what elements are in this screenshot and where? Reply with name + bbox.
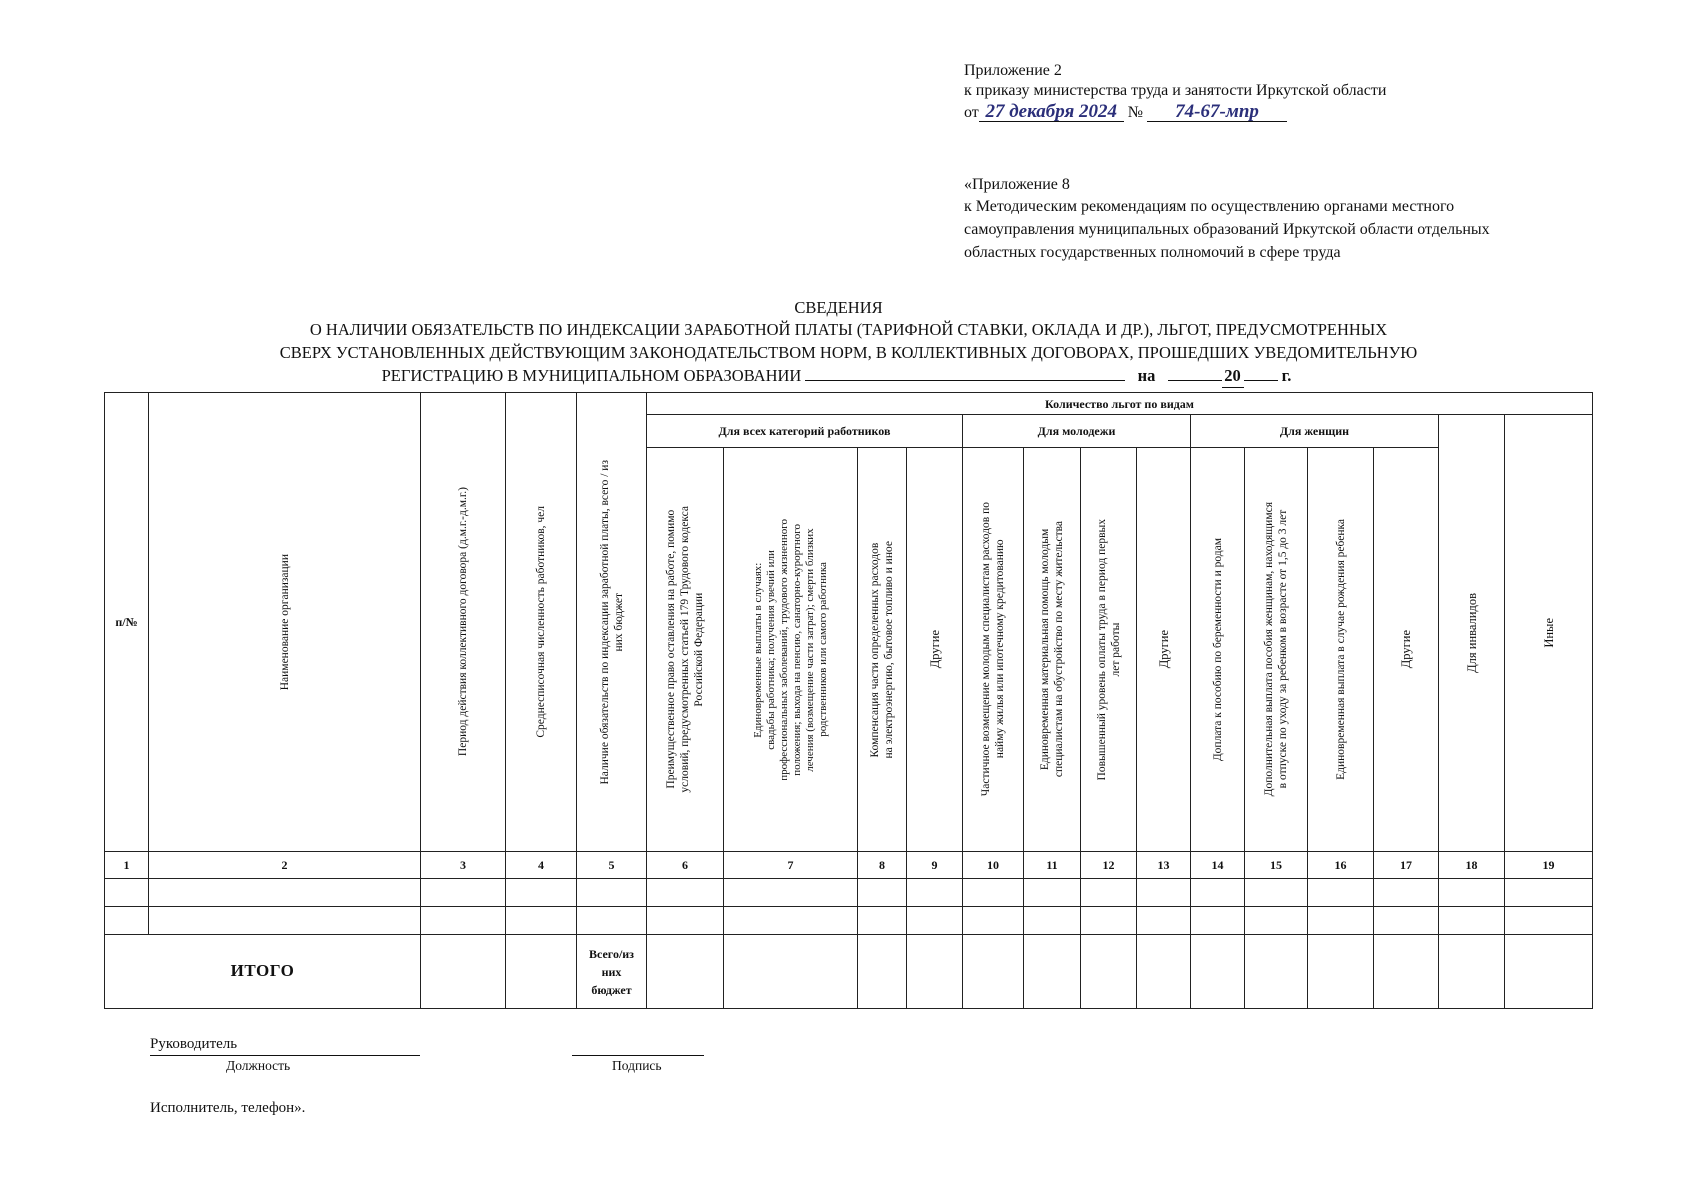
empty-cell[interactable]	[1137, 935, 1191, 1009]
col-header-9: Другие	[907, 448, 963, 852]
municipality-blank	[805, 365, 1125, 381]
col-header-7: Единовременные выплаты в случаях: свадьбы работника; получения увечий или профессиональных заболеваний, трудового жизненного положения; выхода на пенсию, санаторно-курортного лечения (возмещение части затрат); смерти близких родственников или самого работника	[724, 448, 858, 852]
empty-cell[interactable]	[907, 907, 963, 935]
empty-cell[interactable]	[1308, 879, 1374, 907]
year-prefix: 20	[1222, 364, 1244, 388]
empty-cell[interactable]	[421, 907, 506, 935]
col-number: 18	[1439, 852, 1505, 879]
col-number: 6	[647, 852, 724, 879]
col-number: 2	[149, 852, 421, 879]
col-number: 10	[963, 852, 1024, 879]
header-line-1: Приложение 2	[964, 62, 1062, 79]
empty-cell[interactable]	[724, 935, 858, 1009]
empty-cell[interactable]	[1245, 935, 1308, 1009]
empty-cell[interactable]	[577, 879, 647, 907]
from-prefix: от	[964, 104, 979, 121]
handwritten-date: 27 декабря 2024	[979, 103, 1124, 122]
empty-cell[interactable]	[858, 907, 907, 935]
doc-title-line-4	[0, 364, 1685, 388]
appendix-line-2: к Методическим рекомендациям по осуществлению органами местного	[964, 198, 1455, 215]
col-header-8: Компенсация части определенных расходов на электроэнергию, бытовое топливо и иное	[858, 448, 907, 852]
col-header-11: Единовременная материальная помощь молодым специалистам на обустройство по месту жительства	[1024, 448, 1081, 852]
appendix-line-1: «Приложение 8	[964, 176, 1070, 193]
col-header-3: Период действия коллективного договора (д.м.г.-д.м.г.)	[421, 393, 506, 852]
col-number: 16	[1308, 852, 1374, 879]
group-header-benefits: Количество льгот по видам	[647, 393, 1593, 415]
empty-cell[interactable]	[1439, 879, 1505, 907]
empty-cell[interactable]	[577, 907, 647, 935]
column-numbers-row	[105, 852, 1593, 879]
col-number: 7	[724, 852, 858, 879]
signature-line	[572, 1055, 704, 1056]
group-header-women: Для женщин	[1191, 415, 1439, 448]
doc-title-line-3: СВЕРХ УСТАНОВЛЕННЫХ ДЕЙСТВУЮЩИМ ЗАКОНОДАТЕЛЬСТВОМ НОРМ, В КОЛЛЕКТИВНЫХ ДОГОВОРАХ, ПРОШЕДШИХ УВЕДОМИТЕЛЬНУЮ	[279, 343, 1418, 362]
day-blank	[1168, 365, 1222, 381]
empty-cell[interactable]	[1245, 907, 1308, 935]
empty-cell[interactable]	[858, 935, 907, 1009]
col-number: 3	[421, 852, 506, 879]
year-suffix: г.	[1281, 366, 1292, 385]
executor-label: Исполнитель, телефон».	[150, 1100, 306, 1116]
col-header-13: Другие	[1137, 448, 1191, 852]
empty-cell[interactable]	[963, 879, 1024, 907]
col-number: 13	[1137, 852, 1191, 879]
title-line-4-prefix: РЕГИСТРАЦИЮ В МУНИЦИПАЛЬНОМ ОБРАЗОВАНИИ	[381, 366, 802, 385]
col-number: 12	[1081, 852, 1137, 879]
empty-cell[interactable]	[647, 935, 724, 1009]
col-header-1: п/№	[105, 393, 149, 852]
empty-cell[interactable]	[1081, 935, 1137, 1009]
col-header-14: Доплата к пособию по беременности и родам	[1191, 448, 1245, 852]
empty-cell[interactable]	[421, 879, 506, 907]
empty-cell[interactable]	[149, 907, 421, 935]
empty-cell[interactable]	[907, 879, 963, 907]
col-header-5: Наличие обязательств по индексации заработной платы, всего / из них бюджет	[577, 393, 647, 852]
empty-cell[interactable]	[149, 879, 421, 907]
table-row	[105, 879, 1593, 907]
position-caption: Должность	[226, 1058, 291, 1073]
col-number: 11	[1024, 852, 1081, 879]
col-header-15: Дополнительная выплата пособия женщинам, находящимся в отпуске по уходу за ребенком в возрасте от 1,5 до 3 лет	[1245, 448, 1308, 852]
empty-cell[interactable]	[506, 935, 577, 1009]
empty-cell[interactable]	[858, 879, 907, 907]
empty-cell[interactable]	[1439, 907, 1505, 935]
benefits-table	[104, 392, 1593, 1009]
signature-caption: Подпись	[612, 1058, 662, 1073]
col-header-6: Преимущественное право оставления на работе, помимо условий, предусмотренных статьей 179 Трудового кодекса Российской Федерации	[647, 448, 724, 852]
empty-cell[interactable]	[1191, 907, 1245, 935]
group-header-youth: Для молодежи	[963, 415, 1191, 448]
total-sub-label: Всего/из них бюджет	[577, 935, 647, 1009]
empty-cell[interactable]	[1137, 879, 1191, 907]
col-number: 1	[105, 852, 149, 879]
empty-cell[interactable]	[1308, 935, 1374, 1009]
appendix-line-4: областных государственных полномочий в сфере труда	[964, 244, 1341, 261]
position-line	[150, 1055, 420, 1056]
total-label: ИТОГО	[105, 935, 421, 1009]
table-row	[105, 907, 1593, 935]
empty-cell[interactable]	[1439, 935, 1505, 1009]
empty-cell[interactable]	[1374, 935, 1439, 1009]
col-header-17: Другие	[1374, 448, 1439, 852]
col-number: 8	[858, 852, 907, 879]
col-header-19: Иные	[1505, 415, 1593, 852]
empty-cell[interactable]	[963, 935, 1024, 1009]
col-number: 19	[1505, 852, 1593, 879]
empty-cell[interactable]	[105, 907, 149, 935]
total-row	[105, 935, 1593, 1009]
doc-title: СВЕДЕНИЯ	[794, 298, 883, 317]
col-number: 4	[506, 852, 577, 879]
empty-cell[interactable]	[963, 907, 1024, 935]
year-blank	[1244, 365, 1278, 381]
empty-cell[interactable]	[506, 907, 577, 935]
header-line-2: к приказу министерства труда и занятости Иркутской области	[964, 82, 1387, 99]
title-na: на	[1137, 366, 1156, 385]
doc-title-line-2: О НАЛИЧИИ ОБЯЗАТЕЛЬСТВ ПО ИНДЕКСАЦИИ ЗАРАБОТНОЙ ПЛАТЫ (ТАРИФНОЙ СТАВКИ, ОКЛАДА И ДР.), ЛЬГОТ, ПРЕДУСМОТРЕННЫХ	[309, 320, 1388, 339]
empty-cell[interactable]	[647, 879, 724, 907]
empty-cell[interactable]	[1191, 879, 1245, 907]
empty-cell[interactable]	[1024, 935, 1081, 1009]
empty-cell[interactable]	[724, 879, 858, 907]
empty-cell[interactable]	[105, 879, 149, 907]
empty-cell[interactable]	[1374, 907, 1439, 935]
col-number: 5	[577, 852, 647, 879]
handwritten-number: 74-67-мпр	[1147, 103, 1287, 122]
appendix-line-3: самоуправления муниципальных образований Иркутской области отдельных	[964, 221, 1490, 238]
group-header-all-workers: Для всех категорий работников	[647, 415, 963, 448]
empty-cell[interactable]	[1081, 879, 1137, 907]
empty-cell[interactable]	[1505, 907, 1593, 935]
col-header-2: Наименование организации	[149, 393, 421, 852]
head-label: Руководитель	[150, 1036, 238, 1052]
col-number: 15	[1245, 852, 1308, 879]
empty-cell[interactable]	[1245, 879, 1308, 907]
order-reference	[964, 102, 1287, 124]
empty-cell[interactable]	[1137, 907, 1191, 935]
col-number: 9	[907, 852, 963, 879]
empty-cell[interactable]	[1505, 935, 1593, 1009]
empty-cell[interactable]	[1081, 907, 1137, 935]
empty-cell[interactable]	[1308, 907, 1374, 935]
empty-cell[interactable]	[1024, 879, 1081, 907]
number-prefix: №	[1127, 104, 1144, 121]
empty-cell[interactable]	[1374, 879, 1439, 907]
empty-cell[interactable]	[421, 935, 506, 1009]
col-header-12: Повышенный уровень оплаты труда в период первых лет работы	[1081, 448, 1137, 852]
col-header-4: Среднесписочная численность работников, чел	[506, 393, 577, 852]
empty-cell[interactable]	[907, 935, 963, 1009]
empty-cell[interactable]	[1505, 879, 1593, 907]
empty-cell[interactable]	[647, 907, 724, 935]
col-header-18: Для инвалидов	[1439, 415, 1505, 852]
empty-cell[interactable]	[724, 907, 858, 935]
empty-cell[interactable]	[1191, 935, 1245, 1009]
empty-cell[interactable]	[506, 879, 577, 907]
col-header-16: Единовременная выплата в случае рождения ребенка	[1308, 448, 1374, 852]
col-number: 17	[1374, 852, 1439, 879]
col-header-10: Частичное возмещение молодым специалистам расходов по найму жилья или ипотечному кредитованию	[963, 448, 1024, 852]
col-number: 14	[1191, 852, 1245, 879]
empty-cell[interactable]	[1024, 907, 1081, 935]
